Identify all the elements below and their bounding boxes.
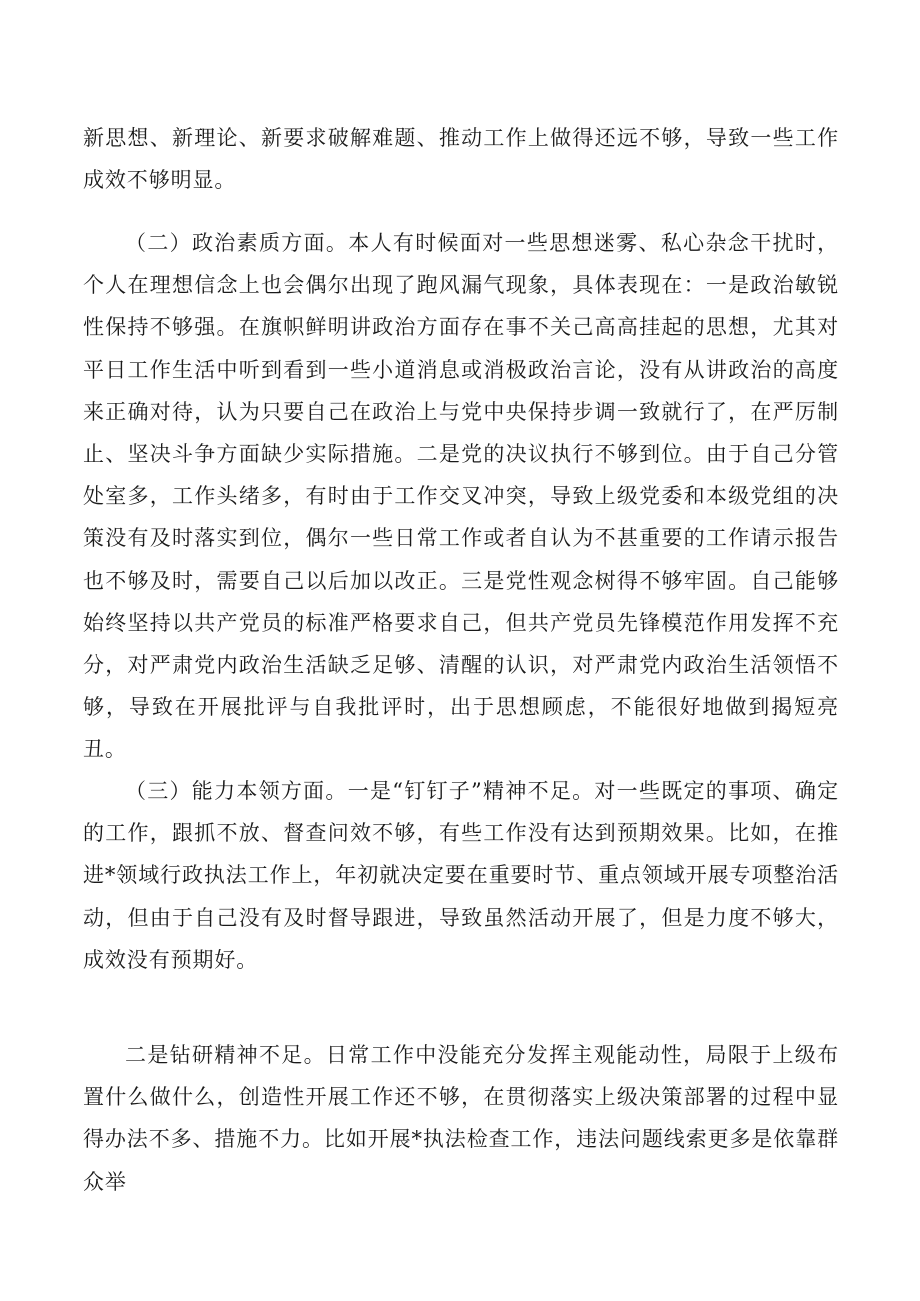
paragraph-continuation: 新思想、新理论、新要求破解难题、推动工作上做得还远不够，导致一些工作成效不够明显。	[83, 126, 839, 193]
paragraph-ability: （三）能力本领方面。一是“钉钉子”精神不足。对一些既定的事项、确定的工作，跟抓不放、督查问效不够，有些工作没有达到预期效果。比如，在推进*领域行政执法工作上，年初就决定要在重要时节、重点领域开展专项整治活动，但由于自己没有及时督导跟进，导致虽然活动开展了，但是力度不够大，成效没有预期好。	[83, 779, 839, 972]
paragraph-political-quality: （二）政治素质方面。本人有时候面对一些思想迷雾、私心杂念干扰时，个人在理想信念上也会偶尔出现了跑风漏气现象，具体表现在：一是政治敏锐性保持不够强。在旗帜鲜明讲政治方面存在事不关己高高挂起的思想，尤其对平日工作生活中听到看到一些小道消息或消极政治言论，没有从讲政治的高度来正确对待，认为只要自己在政治上与党中央保持步调一致就行了，在严厉制止、坚决斗争方面缺少实际措施。二是党的决议执行不够到位。由于自己分管处室多，工作头绪多，有时由于工作交叉冲突，导致上级党委和本级党组的决策没有及时落实到位，偶尔一些日常工作或者自认为不甚重要的工作请示报告也不够及时，需要自己以后加以改正。三是党性观念树得不够牢固。自己能够始终坚持以共产党员的标准严格要求自己，但共产党员先锋模范作用发挥不充分，对严肃党内政治生活缺乏足够、清醒的认识，对严肃党内政治生活领悟不够，导致在开展批评与自我批评时，出于思想顾虑，不能很好地做到揭短亮丑。	[83, 231, 839, 762]
paragraph-research-spirit: 二是钻研精神不足。日常工作中没能充分发挥主观能动性，局限于上级布置什么做什么，创造性开展工作还不够，在贯彻落实上级决策部署的过程中显得办法不多、措施不力。比如开展*执法检查工作，违法问题线索更多是依靠群众举	[83, 1043, 839, 1194]
